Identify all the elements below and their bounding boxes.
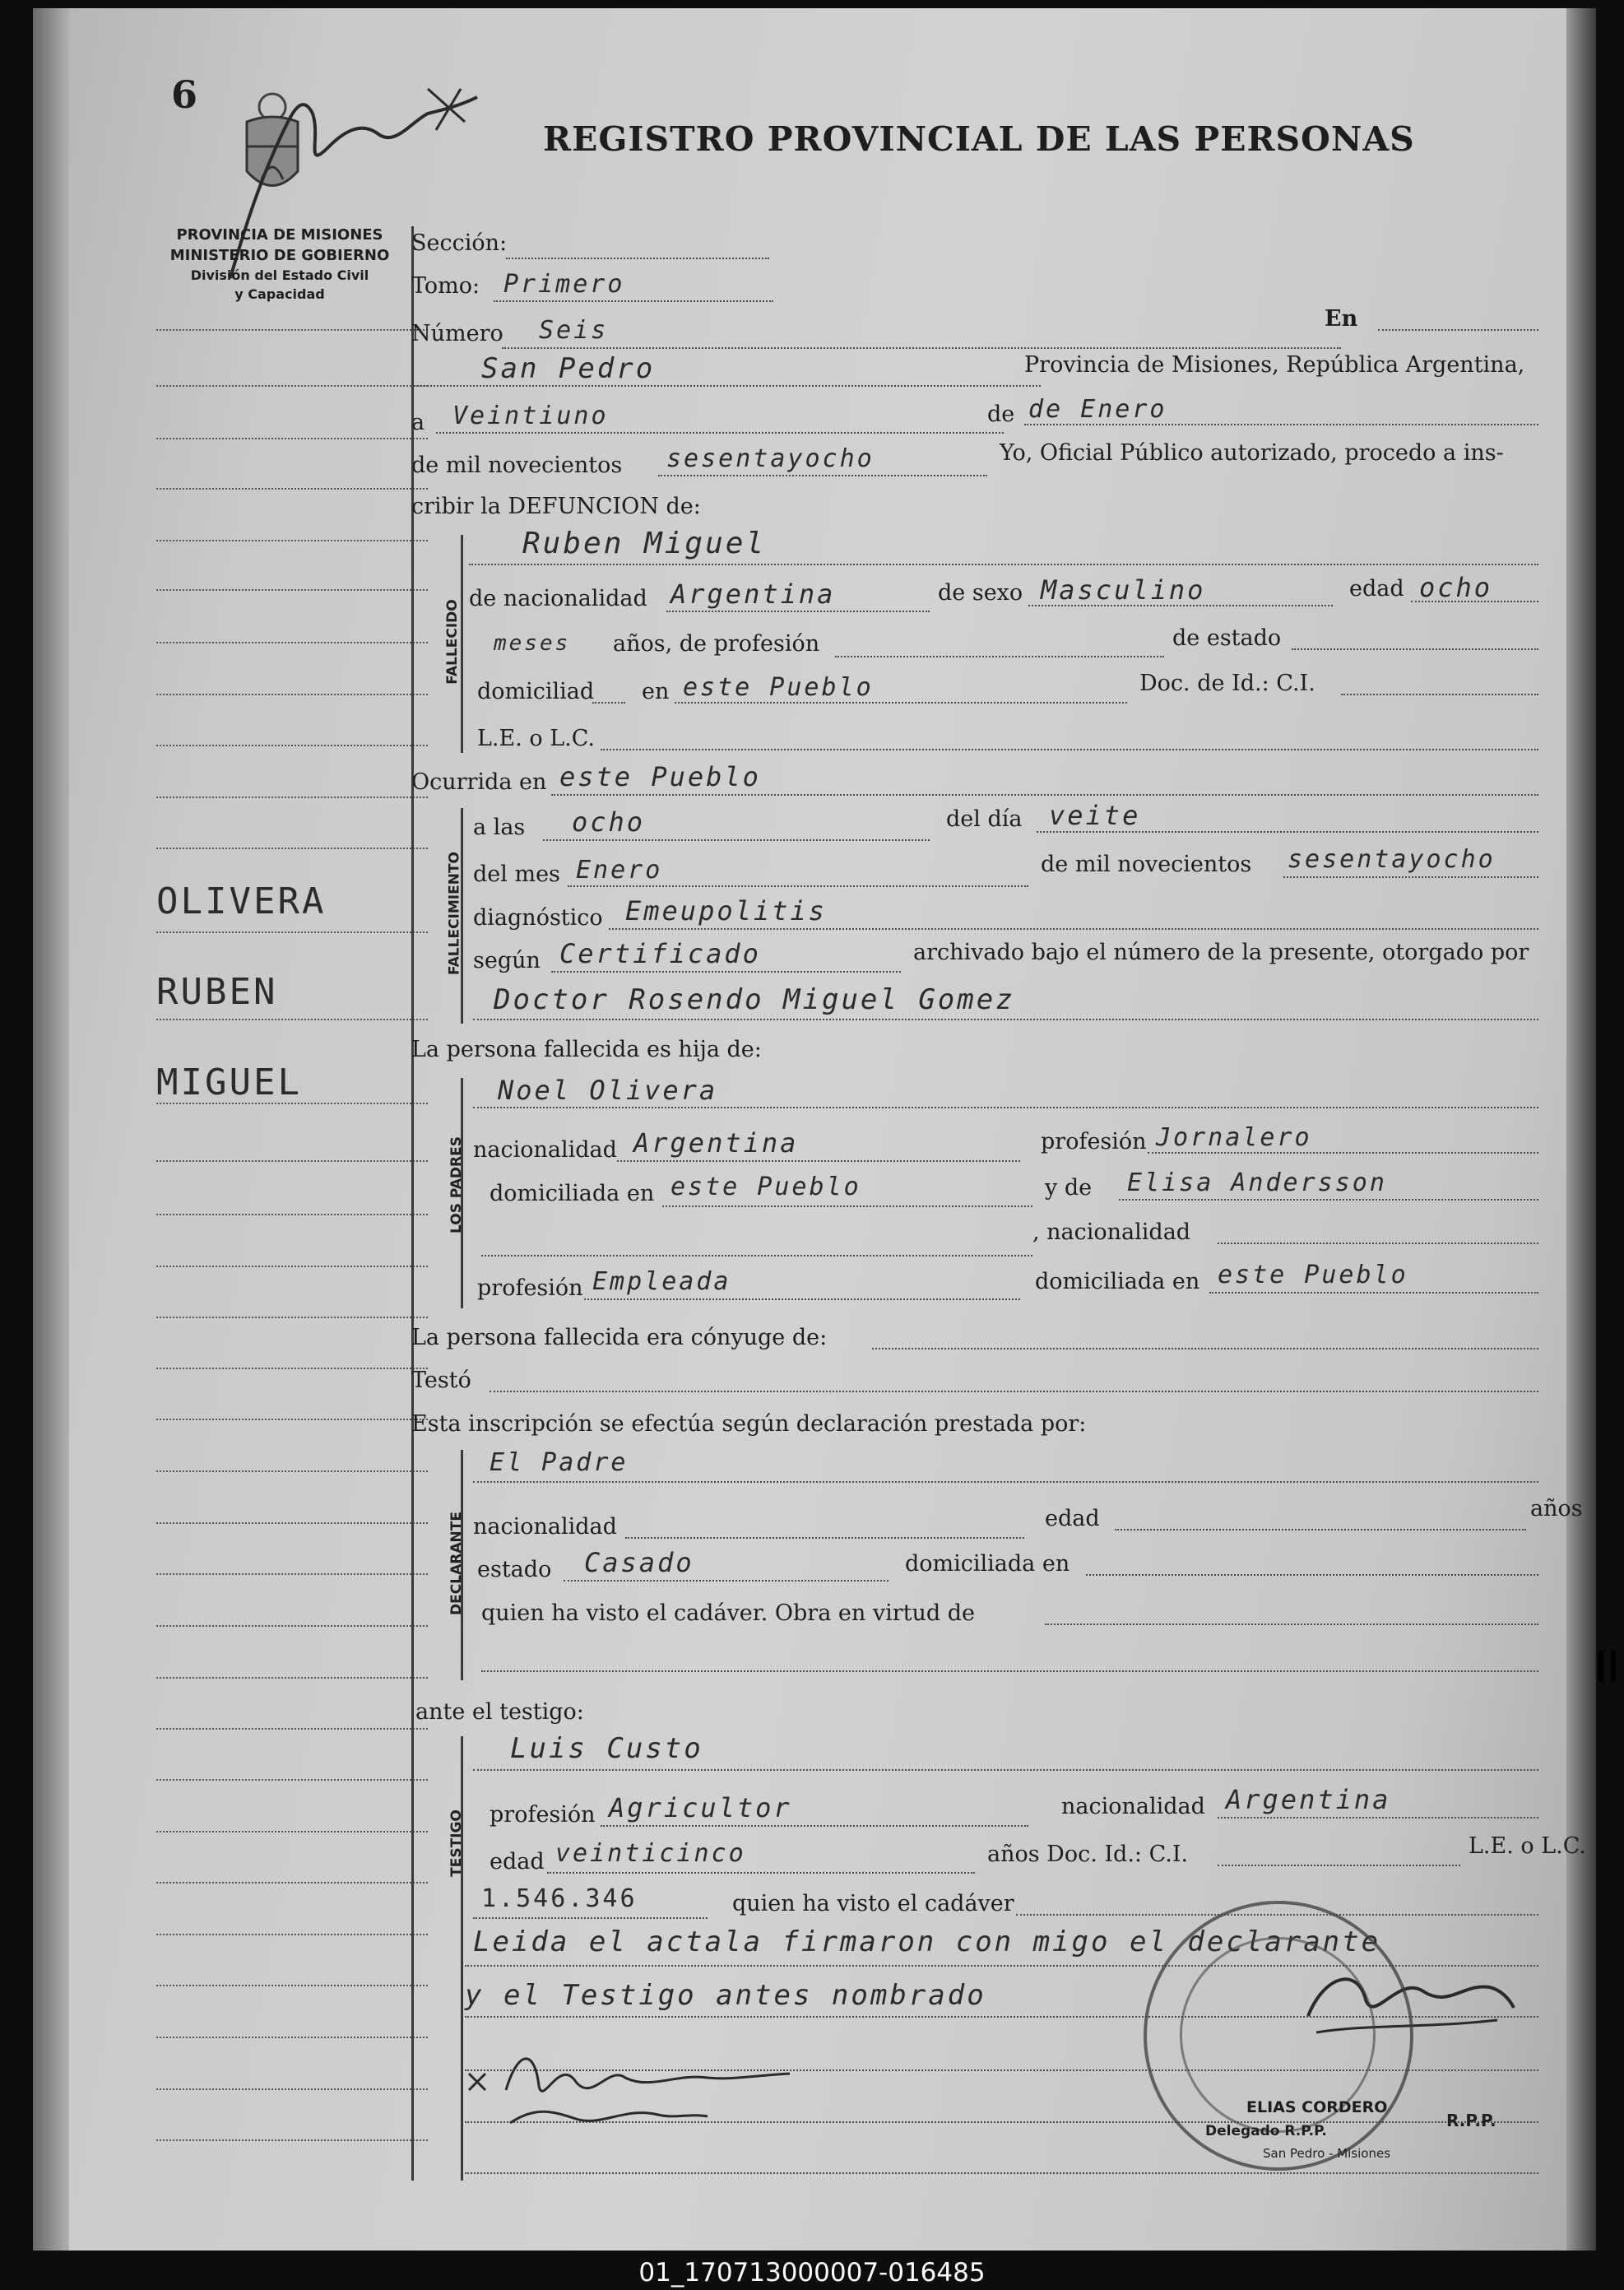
fallecido-profesion-label: años, de profesión: [613, 631, 820, 657]
margin-first-name: RUBEN: [156, 971, 278, 1013]
seccion-label: Sección:: [411, 230, 508, 256]
testigo-doc-label: años Doc. Id.: C.I.: [987, 1842, 1189, 1867]
padres-intro: La persona fallecida es hija de:: [411, 1037, 762, 1062]
testigo-edad-label: edad: [490, 1849, 545, 1874]
a-label: a: [411, 410, 425, 435]
anio-value: sesentayocho: [666, 444, 875, 473]
madre-profesion-label: profesión: [477, 1275, 583, 1301]
ocurrida-label: Ocurrida en: [411, 769, 547, 795]
binding-mark-2: [1611, 1650, 1616, 1683]
declarante-section-label: DECLARANTE: [448, 1512, 465, 1615]
fallecido-le-label: L.E. o L.C.: [477, 726, 596, 751]
segun-value: Certificado: [559, 938, 761, 969]
office-capacity: y Capacidad: [234, 286, 325, 302]
numero-label: Número: [411, 321, 503, 346]
office-ministry: MINISTERIO DE GOBIERNO: [169, 247, 390, 264]
fallecido-domicilio-value: este Pueblo: [683, 673, 874, 702]
declarante-nacionalidad-label: nacionalidad: [473, 1514, 617, 1540]
y-de-label: y de: [1045, 1175, 1093, 1201]
testo-label: Testó: [411, 1368, 471, 1393]
tomo-value: Primero: [503, 270, 625, 299]
padre-domicilio-value: este Pueblo: [670, 1173, 861, 1201]
segun-label: según: [473, 948, 541, 973]
madre-domicilio-value: este Pueblo: [1218, 1261, 1408, 1289]
testigo-visto-label: quien ha visto el cadáver: [732, 1891, 1014, 1916]
declarante-estado-label: estado: [477, 1557, 552, 1582]
stamp-name: ELIAS CORDERO: [1246, 2098, 1388, 2116]
closing-note-line2: y el Testigo antes nombrado: [465, 1979, 986, 2012]
padre-domiciliada-label: domiciliada en: [490, 1181, 655, 1206]
madre-nombre: Elisa Andersson: [1127, 1168, 1387, 1197]
fallecido-en-label: en: [642, 679, 670, 704]
declarante-domiciliada-label: domiciliada en: [905, 1551, 1070, 1577]
del-dia-label: del día: [946, 806, 1023, 832]
fallecido-sexo-label: de sexo: [938, 580, 1023, 606]
fallecido-estado-label: de estado: [1172, 625, 1282, 651]
ocurrida-value: este Pueblo: [559, 761, 761, 792]
declarante-edad-label: edad: [1045, 1506, 1100, 1531]
page-number: 6: [171, 72, 198, 117]
binding-mark-1: [1598, 1650, 1603, 1683]
fallecimiento-section-label: FALLECIMIENTO: [446, 851, 463, 976]
diagnostico-label: diagnóstico: [473, 905, 603, 931]
del-mes-label: del mes: [473, 862, 560, 887]
padre-nacionalidad-value: Argentina: [633, 1127, 799, 1159]
office-division: División del Estado Civil: [190, 267, 369, 283]
mes-de-label: de: [987, 402, 1015, 427]
conyuge-label: La persona fallecida era cónyuge de:: [411, 1325, 828, 1350]
testigo-profesion-value: Agricultor: [609, 1792, 792, 1823]
testigo-nacionalidad-value: Argentina: [1226, 1784, 1391, 1815]
register-page: [33, 8, 1596, 2251]
declarante-estado-value: Casado: [584, 1547, 694, 1578]
stamp-place: San Pedro - Misiones: [1263, 2146, 1391, 2161]
dia-value: Veintiuno: [452, 402, 609, 430]
padre-profesion-label: profesión: [1041, 1129, 1147, 1154]
office-province: PROVINCIA DE MISIONES: [176, 226, 383, 244]
margin-middle-name: MIGUEL: [156, 1061, 302, 1103]
fallecido-nombre: Ruben Miguel: [522, 527, 767, 560]
numero-value: Seis: [539, 316, 609, 345]
provincia-text: Provincia de Misiones, República Argentina,: [1024, 352, 1525, 378]
testigo-nacionalidad-label: nacionalidad: [1061, 1794, 1205, 1819]
fallecido-domiciliado-label: domiciliad: [477, 679, 595, 704]
anio-fallecimiento-value: sesentayocho: [1288, 845, 1496, 874]
madre-profesion-value: Empleada: [592, 1267, 731, 1296]
padre-nombre: Noel Olivera: [498, 1075, 718, 1106]
a-las-label: a las: [473, 815, 526, 840]
stamp-role: Delegado R.P.P.: [1205, 2123, 1327, 2139]
madre-nacionalidad-label: , nacionalidad: [1032, 1219, 1191, 1245]
declarante-visto-label: quien ha visto el cadáver. Obra en virtud de: [481, 1600, 976, 1626]
testigo-le-label: L.E. o L.C.: [1469, 1833, 1587, 1859]
image-reference-footer: 01_170713000007-016485: [638, 2258, 986, 2288]
en-label: En: [1325, 306, 1358, 332]
oficial-text: Yo, Oficial Público autorizado, procedo a ins-: [1000, 440, 1504, 466]
fallecido-nacionalidad-value: Argentina: [670, 578, 836, 610]
testigo-doc-value: 1.546.346: [481, 1884, 638, 1913]
mes-fallecimiento-value: Enero: [576, 856, 663, 885]
testigo-nombre: Luis Custo: [510, 1732, 703, 1765]
padre-profesion-value: Jornalero: [1156, 1123, 1312, 1152]
madre-domiciliada-label: domiciliada en: [1035, 1269, 1200, 1294]
mil-novecientos-label: de mil novecientos: [1041, 852, 1252, 877]
margin-surname: OLIVERA: [156, 880, 327, 922]
mes-value: de Enero: [1028, 395, 1167, 424]
declarante-nombre: El Padre: [490, 1448, 629, 1477]
page-edge: [1566, 8, 1596, 2251]
fallecido-edad-label: edad: [1349, 576, 1404, 602]
closing-note-line1: Leida el actala firmaron con migo el declarante: [473, 1925, 1381, 1958]
book-spine: [33, 8, 69, 2251]
stamp-corner-label: R.P.P.: [1446, 2111, 1496, 2130]
fallecido-edad-value: ocho: [1419, 572, 1493, 603]
testigo-intro: ante el testigo:: [415, 1699, 584, 1725]
testigo-profesion-label: profesión: [490, 1802, 596, 1828]
padre-nacionalidad-label: nacionalidad: [473, 1137, 617, 1163]
padres-section-label: LOS PADRES: [448, 1136, 465, 1233]
document-title: REGISTRO PROVINCIAL DE LAS PERSONAS: [543, 119, 1415, 159]
fallecido-sexo-value: Masculino: [1041, 574, 1206, 606]
declarante-anios-label: años: [1530, 1496, 1583, 1521]
tomo-label: Tomo:: [411, 273, 480, 299]
inscribir-text: cribir la DEFUNCION de:: [411, 494, 701, 519]
medico-value: Doctor Rosendo Miguel Gomez: [494, 983, 1015, 1016]
fallecido-nacionalidad-label: de nacionalidad: [469, 586, 647, 611]
lugar-value: San Pedro: [481, 352, 656, 385]
testigo-edad-value: veinticinco: [555, 1839, 746, 1868]
anio-label: de mil novecientos: [411, 453, 623, 478]
hora-value: ocho: [572, 806, 646, 838]
declaracion-label: Esta inscripción se efectúa según declaración prestada por:: [411, 1411, 1087, 1437]
fallecido-section-label: FALLECIDO: [444, 599, 461, 685]
fallecido-edad-unidad: meses: [494, 631, 571, 656]
diagnostico-value: Emeupolitis: [625, 895, 827, 927]
archivado-text: archivado bajo el número de la presente, otorgado por: [913, 940, 1529, 965]
fallecido-doc-label: Doc. de Id.: C.I.: [1139, 671, 1315, 696]
testigo-section-label: TESTIGO: [448, 1809, 465, 1877]
witness-signatures: [461, 2041, 806, 2139]
dia-fallecimiento-value: veite: [1049, 800, 1141, 831]
